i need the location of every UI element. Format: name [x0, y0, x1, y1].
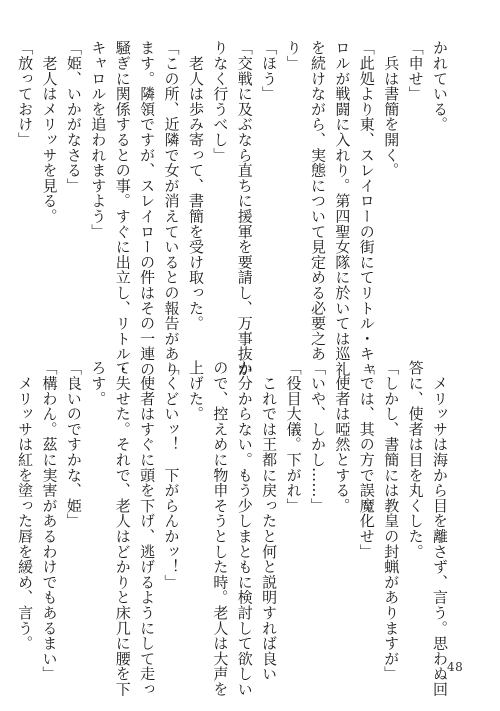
- text-line: 「交戦に及ぶなら直ちに援軍を要請し、万事抜か: [235, 40, 254, 377]
- text-line: 「申せ」: [406, 40, 425, 102]
- text-line: 「役目大儀。下がれ」: [284, 360, 303, 513]
- text-line: 「構わん。茲に実害があるわけでもあるまい」: [40, 360, 59, 682]
- text-line: 老人はメリッサを見る。: [40, 40, 59, 224]
- text-line: 騒ぎに関係するとの事。すぐに出立し、リトル・: [113, 40, 132, 377]
- text-line: 答に、使者は目を丸くした。: [406, 360, 425, 559]
- text-line: 「放っておけ」: [16, 40, 35, 148]
- text-line: を続けながら、実態について見定める必要之あ: [308, 40, 327, 362]
- text-line: メリッサは紅を塗った唇を緩め、言う。: [16, 360, 35, 651]
- text-line: かれている。: [431, 40, 449, 132]
- text-line: ロルが戦闘に入れり。第四聖女隊に於いては巡礼: [333, 40, 352, 377]
- text-line: ろす。: [89, 360, 108, 406]
- text-line: 「良いのですかな、姫」: [64, 360, 83, 529]
- text-line: 「姫、いかがなさる」: [64, 40, 83, 193]
- text-line: り」: [284, 40, 303, 71]
- text-line: 「此処より東、スレイローの街にてリトル・キャ: [357, 40, 376, 377]
- text-line: 使者はすぐに頭を下げ、逃げるようにして走っ: [138, 360, 157, 697]
- text-line: 「いや、しかし……」: [308, 360, 327, 513]
- text-block-top: [13, 40, 452, 377]
- text-line: 兵は書簡を開く。: [382, 40, 401, 178]
- text-block-bottom: [13, 360, 452, 697]
- text-line: 「しかし、書簡には教皇の封蝋がありますが」: [382, 360, 401, 682]
- text-line: ので、控えめに物申そうとした時。老人は大声を: [211, 360, 230, 697]
- text-line: キャロルを追われますよう」: [89, 40, 108, 239]
- text-line: か分からない。もう少しまともに検討して欲しい: [235, 360, 254, 697]
- text-line: これでは王都に戻ったと何と説明すれば良い: [260, 360, 279, 682]
- text-line: 使者は啞然とする。: [333, 360, 352, 513]
- text-line: 「では、其の方で誤魔化せ」: [357, 360, 376, 559]
- text-line: メリッサは海から目を離さず、言う。思わぬ回: [431, 360, 449, 697]
- text-line: 「くどいッ！ 下がらんかッ！」: [162, 360, 181, 590]
- text-line: ます。隣領ですが、スレイローの件はその一連の: [138, 40, 157, 377]
- page-number: 48: [447, 660, 464, 674]
- text-line: 上げた。: [186, 360, 205, 422]
- text-line: 「この所、近隣で女が消えているとの報告があり: [162, 40, 181, 377]
- text-line: て失せた。それで、老人はどかりと床几に腰を下: [113, 360, 132, 697]
- text-line: 老人は歩み寄って、書簡を受け取った。: [186, 40, 205, 331]
- text-line: 「ほう」: [260, 40, 279, 102]
- text-line: りなく行うべし」: [211, 40, 230, 163]
